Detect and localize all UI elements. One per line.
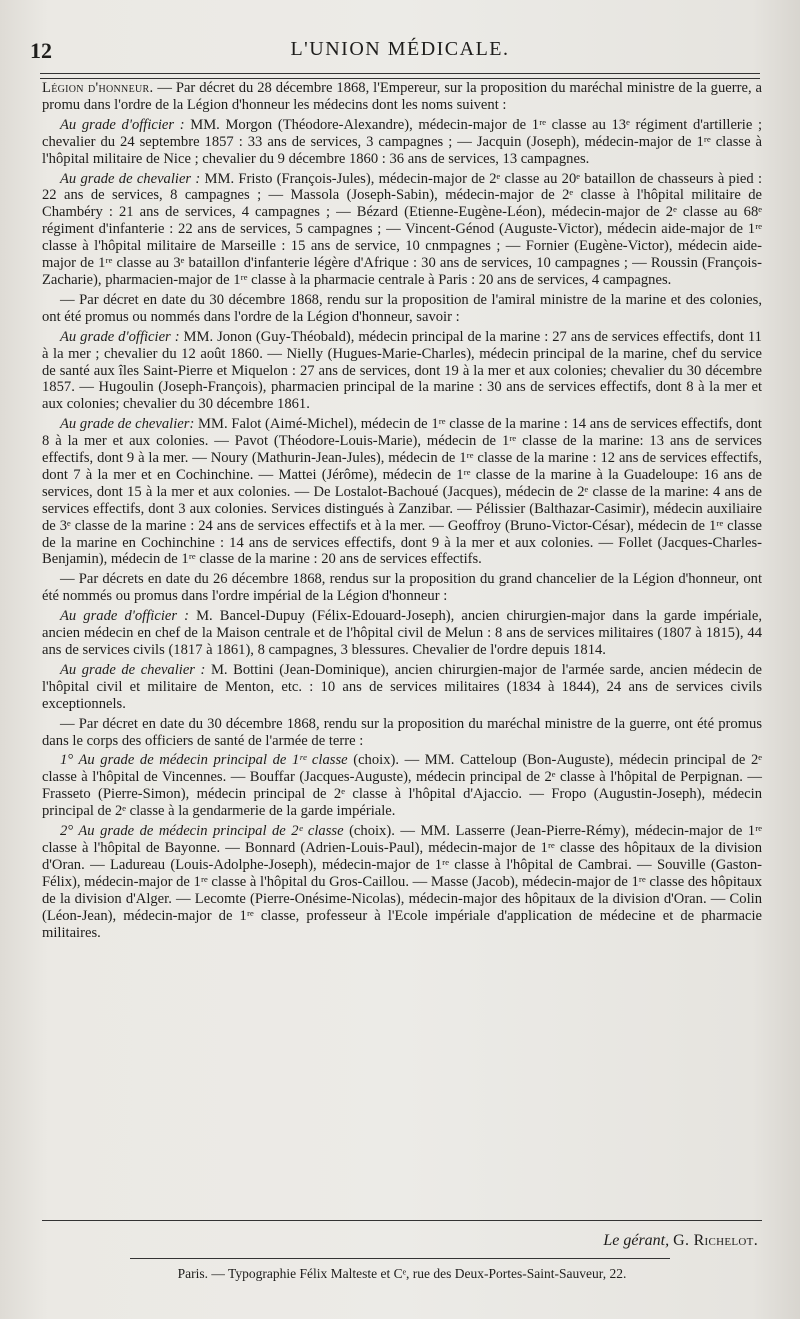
paragraph-lead: Au grade d'officier : [60, 328, 180, 345]
article-body [42, 80, 762, 944]
paragraph-lead: Légion d'honneur. [42, 80, 154, 96]
paragraph-lead: Au grade de chevalier : [60, 661, 206, 678]
paragraph [42, 608, 762, 659]
paragraph-text: — Par décret en date du 30 décembre 1868, rendu sur la proposition de l'amiral ministre de la marine et des colonies, ont été promus ou nommés dans l'ordre de la Légion d'honneur, savoir : [42, 291, 762, 325]
paragraph-text: (choix). — MM. Catteloup (Bon-Auguste), médecin principal de 2ᵉ classe à l'hôpital de Vincennes. — Bouffar (Jacques-Auguste), médecin principal de 2ᵉ classe à l'hôpital de Perpignan. — Frasseto (Pierre-Simon), médecin principal de 2ᵉ classe à l'hôpital d'Ajaccio. — Fropo (Augustin-Joseph), médecin principal de 2ᵉ classe à la gendarmerie de la garde impériale. [42, 752, 763, 820]
paragraph [42, 171, 762, 289]
paragraph-text: — Par décrets en date du 26 décembre 1868, rendus sur la proposition du grand chancelier de la Légion d'honneur, ont été nommés ou promus dans l'ordre impérial de la Légion d'honneur : [42, 571, 762, 605]
paragraph [42, 80, 762, 114]
paragraph-lead: Au grade de chevalier : [60, 170, 201, 187]
signature-name: G. Richelot. [673, 1232, 758, 1249]
paragraph [42, 571, 762, 605]
paragraph-lead: Au grade d'officier : [60, 116, 185, 133]
page-header [30, 36, 770, 64]
running-title: L'UNION MÉDICALE. [290, 38, 510, 60]
paragraph [42, 117, 762, 168]
paragraph-text: M. Bancel-Dupuy (Félix-Edouard-Joseph), ancien chirurgien-major dans la garde impériale, ancien médecin en chef de la Maison centrale et de l'hôpital civil de Melun : 8 ans de services militaires (1807 à 1815), 44 ans de services civils (1817 à 1861), 8 campagnes, 3 blessures. Chevalier de l'ordre depuis 1814. [42, 608, 762, 658]
paragraph [42, 292, 762, 326]
paragraph-lead: 2° Au grade de médecin principal de 2ᵉ classe [60, 823, 344, 840]
paragraph [42, 752, 762, 820]
signature [603, 1232, 758, 1250]
paragraph-lead: 1° Au grade de médecin principal de 1ʳᵉ classe [60, 752, 348, 769]
footer-rule [42, 1220, 762, 1221]
paragraph-text: MM. Falot (Aimé-Michel), médecin de 1ʳᵉ classe de la marine : 14 ans de services effectifs, dont 8 à la mer et aux colonies. — Pavot (Théodore-Louis-Marie), médecin de 1ʳᵉ classe de la marine: 13 ans de services effectifs, dont 9 à la mer. — Noury (Mathurin-Jean-Jules), médecin de 1ʳᵉ classe de la marine : 12 ans de services effectifs, dont 7 à la mer et en Cochinchine. — Mattei (Jérôme), médecin de 1ʳᵉ classe de la marine à la Guadeloupe: 16 ans de services, dont 15 à la mer et aux colonies. — De Lostalot-Bachoué (Jacques), médecin de 2ᵉ classe de la marine: 4 ans de services effectifs, dont 3 aux colonies. Services distingués à Zanzibar. — Pélissier (Balthazar-Casimir), médecin auxiliaire de 3ᵉ classe de la marine : 24 ans de services effectifs et à la mer. — Geoffroy (Bruno-Victor-César), médecin de 1ʳᵉ classe de la marine en Cochinchine : 14 ans de services effectifs, dont 9 à la mer et aux colonies. — Follet (Jacques-Charles-Benjamin), médecin de 1ʳᵉ classe de la marine : 20 ans de services effectifs. [42, 416, 762, 568]
paragraph [42, 329, 762, 414]
signature-label: Le gérant, [603, 1232, 670, 1249]
paragraph-lead: Au grade de chevalier: [60, 416, 195, 433]
paragraph [42, 662, 762, 713]
header-rule [40, 73, 760, 79]
page-number: 12 [30, 38, 52, 63]
paragraph-text: MM. Fristo (François-Jules), médecin-major de 2ᵉ classe au 20ᵉ bataillon de chasseurs à pied : 22 ans de services, 8 campagnes ; — Massola (Joseph-Sabin), médecin-major de 2ᵉ classe à l'hôpital militaire de Chambéry : 21 ans de services, 4 campagnes ; — Bézard (Etienne-Eugène-Léon), médecin-major de 2ᵉ classe au 68ᵉ régiment d'infanterie : 22 ans de services, 5 campagnes ; — Vincent-Génod (Auguste-Victor), médecin aide-major de 1ʳᵉ classe à l'hôpital militaire de Marseille : 15 ans de service, 10 cnmpagnes ; — Fornier (Eugène-Victor), médecin aide-major de 1ʳᵉ classe au 3ᵉ bataillon d'infanterie légère d'Afrique : 30 ans de services, 10 campagnes ; — Roussin (François-Zacharie), pharmacien-major de 1ʳᵉ classe à la pharmacie centrale à Paris : 20 ans de services, 4 campagnes. [42, 170, 762, 288]
printer-imprint: Paris. — Typographie Félix Malteste et Cᵉ, rue des Deux-Portes-Saint-Sauveur, 22. [177, 1266, 627, 1281]
paragraph [42, 716, 762, 750]
paragraph-lead: Au grade d'officier : [60, 608, 189, 625]
paragraph-text: MM. Jonon (Guy-Théobald), médecin principal de la marine : 27 ans de services effectifs, dont 11 à la mer ; chevalier du 12 août 1860. — Nielly (Hugues-Marie-Charles), médecin principal de la marine, chef du service de santé aux îles Saint-Pierre et Miquelon : 27 ans de services, dont 19 à la mer et aux colonies; chevalier du 30 décembre 1857. — Hugoulin (Joseph-François), pharmacien principal de la marine : 30 ans de services effectifs, dont 8 à la mer et aux colonies; chevalier du 30 décembre 1861. [42, 328, 762, 413]
paragraph-text: MM. Morgon (Théodore-Alexandre), médecin-major de 1ʳᵉ classe au 13ᵉ régiment d'artillerie ; chevalier du 24 septembre 1857 : 33 ans de services, 3 campagnes ; — Jacquin (Joseph), médecin-major de 1ʳᵉ classe à l'hôpital militaire de Nice ; chevalier du 9 décembre 1860 : 36 ans de services, 13 campagnes. [42, 116, 763, 167]
imprint-rule [130, 1258, 670, 1259]
paragraph [42, 823, 762, 941]
paragraph-text: — Par décret en date du 30 décembre 1868, rendu sur la proposition du maréchal ministre de la guerre, ont été promus dans le corps des officiers de santé de l'armée de terre : [42, 715, 762, 749]
paragraph-text: (choix). — MM. Lasserre (Jean-Pierre-Rémy), médecin-major de 1ʳᵉ classe à l'hôpital de Bayonne. — Bonnard (Adrien-Louis-Paul), médecin-major de 1ʳᵉ classe des hôpitaux de la division d'Oran. — Ladureau (Louis-Adolphe-Joseph), médecin-major de 1ʳᵉ classe à l'hôpital de Cambrai. — Souville (Gaston-Félix), médecin-major de 1ʳᵉ classe à l'hôpital du Gros-Caillou. — Masse (Jacob), médecin-major de 1ʳᵉ classe des hôpitaux de la division d'Alger. — Lecomte (Pierre-Onésime-Nicolas), médecin-major des hôpitaux de la division d'Oran. — Colin (Léon-Jean), médecin-major de 1ʳᵉ classe, professeur à l'Ecole impériale d'application de médecine et de pharmacie militaires. [42, 823, 763, 941]
paragraph-text: — Par décret du 28 décembre 1868, l'Empereur, sur la proposition du maréchal ministre de la guerre, a promu dans l'ordre de la Légion d'honneur les médecins dont les noms suivent : [42, 80, 762, 113]
paragraph-text: M. Bottini (Jean-Dominique), ancien chirurgien-major de l'armée sarde, ancien médecin de l'hôpital civil et militaire de Menton, etc. : 10 ans de services militaires (1834 à 1844), 24 ans de services civils exceptionnels. [42, 661, 762, 712]
paragraph [42, 416, 762, 568]
